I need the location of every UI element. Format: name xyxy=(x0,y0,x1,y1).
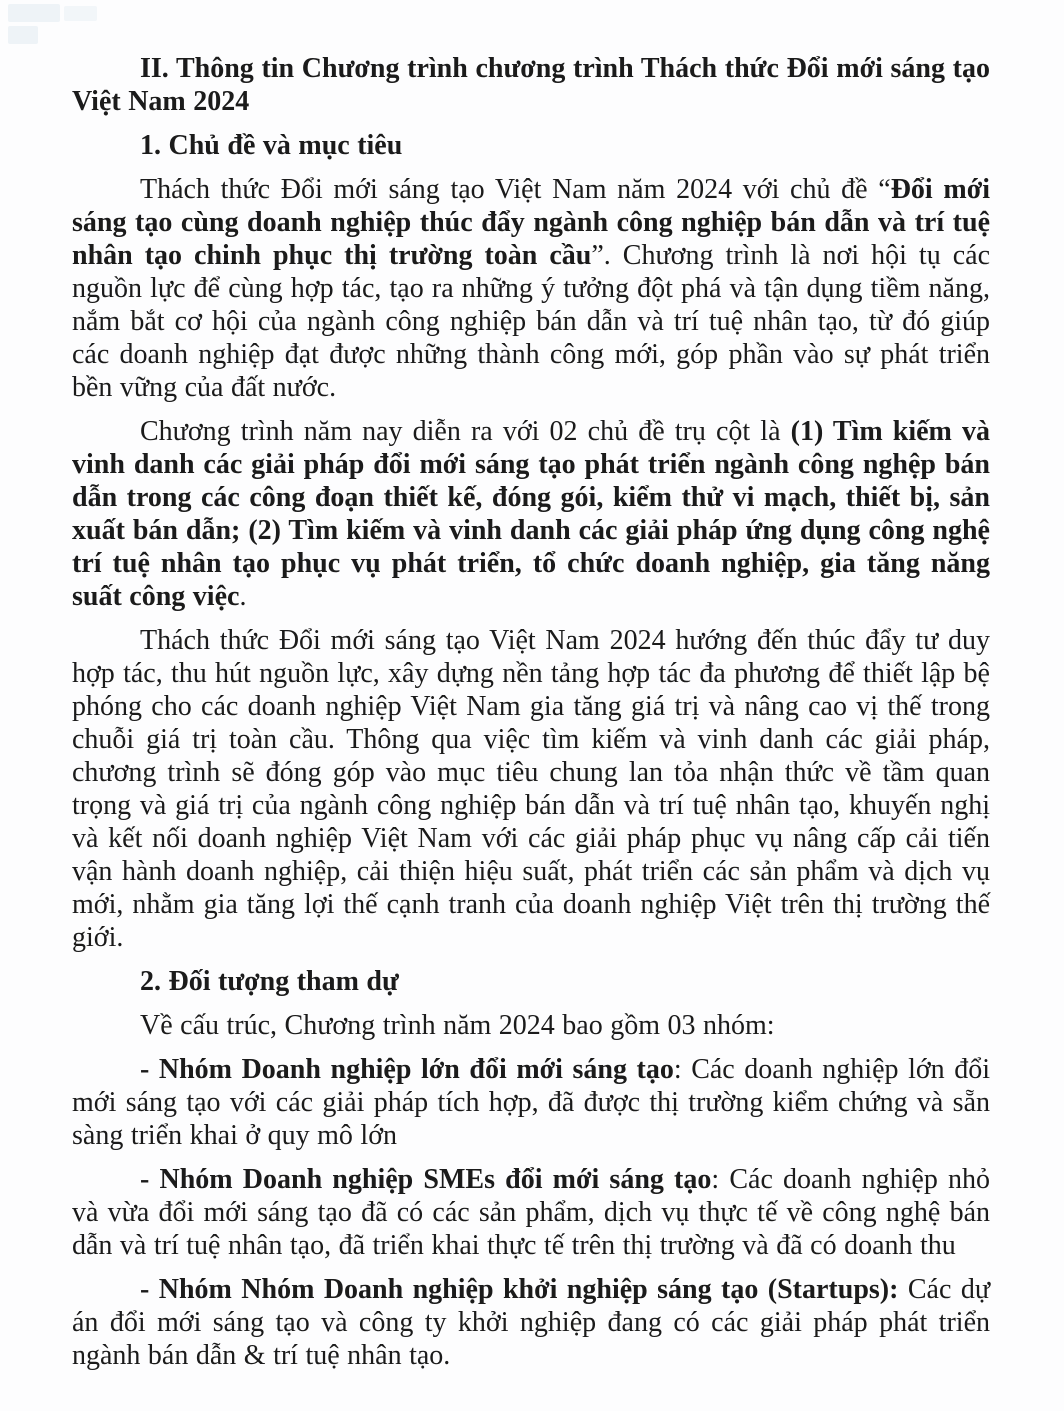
text-run: - Nhóm Doanh nghiệp SMEs đổi mới sáng tạo xyxy=(140,1164,712,1195)
text-run: Các dự án đổi mới sáng tạo và công ty khởi nghiệp đang có các giải pháp phát triển ngành bán dẫn & trí tuệ nhân tạo. xyxy=(72,1274,991,1371)
text-run: - Nhóm Nhóm Doanh nghiệp khởi nghiệp sáng tạo (Startups): xyxy=(140,1274,899,1305)
scan-smudge xyxy=(64,6,97,21)
text-run: Đổi mới sáng tạo cùng doanh nghiệp thúc đẩy ngành công nghiệp bán dẫn và trí tuệ nhân tạo chinh phục thị trường toàn cầu xyxy=(72,174,990,271)
list-item-large-enterprises xyxy=(72,1053,990,1152)
section-heading-ii: II. Thông tin Chương trình chương trình Thách thức Đổi mới sáng tạo Việt Nam 2024 xyxy=(72,53,990,117)
text-run: ”. Chương trình là nơi hội tụ các nguồn lực để cùng hợp tác, tạo ra những ý tưởng đột phá và tận dụng tiềm năng, nắm bắt cơ hội của ngành công nghiệp bán dẫn và trí tuệ nhân tạo, từ đó giúp các doanh nghiệp đạt được những thành công mới, góp phần vào sự phát triển bền vững của đất nước. xyxy=(72,240,991,403)
text-run: (1) Tìm kiếm và vinh danh các giải pháp đổi mới sáng tạo phát triển ngành công nghệp bán dẫn trong các công đoạn thiết kế, đóng gói, kiểm thử vi mạch, thiết bị, sản xuất bán dẫn; (2) Tìm kiếm và vinh danh các giải pháp ứng dụng công nghệ trí tuệ nhân tạo phục vụ phát triển, tổ chức doanh nghiệp, gia tăng năng suất công việc xyxy=(72,416,991,612)
text-run: Thách thức Đổi mới sáng tạo Việt Nam năm 2024 với chủ đề “ xyxy=(140,174,891,205)
document-content xyxy=(72,52,990,1383)
subsection-2-title: 2. Đối tượng tham dự xyxy=(140,966,399,997)
paragraph-theme xyxy=(72,173,990,404)
list-item-startups xyxy=(72,1273,990,1372)
scan-smudge xyxy=(8,4,60,22)
subsection-1-title: 1. Chủ đề và mục tiêu xyxy=(140,130,403,161)
text-run: . xyxy=(239,581,247,612)
text-run: : Các doanh nghiệp nhỏ và vừa đổi mới sáng tạo đã có các sản phẩm, dịch vụ thực tế về công nghệ bán dẫn và trí tuệ nhân tạo, đã triển khai thực tế trên thị trường và đã có doanh thu xyxy=(72,1164,990,1261)
paragraph-pillars xyxy=(72,415,990,613)
scan-smudge xyxy=(8,26,38,44)
text-run: Chương trình năm nay diễn ra với 02 chủ đề trụ cột là xyxy=(140,416,791,447)
paragraph-goals: Thách thức Đổi mới sáng tạo Việt Nam 2024 hướng đến thúc đẩy tư duy hợp tác, thu hút nguồn lực, xây dựng nền tảng hợp tác đa phương để thiết lập bệ phóng cho các doanh nghiệp Việt Nam gia tăng giá trị và nâng cao vị thế trong chuỗi giá trị toàn cầu. Thông qua việc tìm kiếm và vinh danh các giải pháp, chương trình sẽ đóng góp vào mục tiêu chung lan tỏa nhận thức về tầm quan trọng và giá trị của ngành công nghiệp bán dẫn và trí tuệ nhân tạo, khuyến nghị và kết nối doanh nghiệp Việt Nam với các giải pháp phục vụ nâng cấp cải tiến vận hành doanh nghiệp, cải thiện hiệu suất, phát triển các sản phẩm và dịch vụ mới, nhằm gia tăng lợi thế cạnh tranh của doanh nghiệp Việt trên thị trường thế giới. xyxy=(72,625,990,953)
text-run: : Các doanh nghiệp lớn đổi mới sáng tạo với các giải pháp tích hợp, đã được thị trường kiểm chứng và sẵn sàng triển khai ở quy mô lớn xyxy=(72,1054,990,1151)
paragraph-structure: Về cấu trúc, Chương trình năm 2024 bao gồm 03 nhóm: xyxy=(140,1010,775,1041)
text-run: - Nhóm Doanh nghiệp lớn đổi mới sáng tạo xyxy=(140,1054,674,1085)
list-item-smes xyxy=(72,1163,990,1262)
